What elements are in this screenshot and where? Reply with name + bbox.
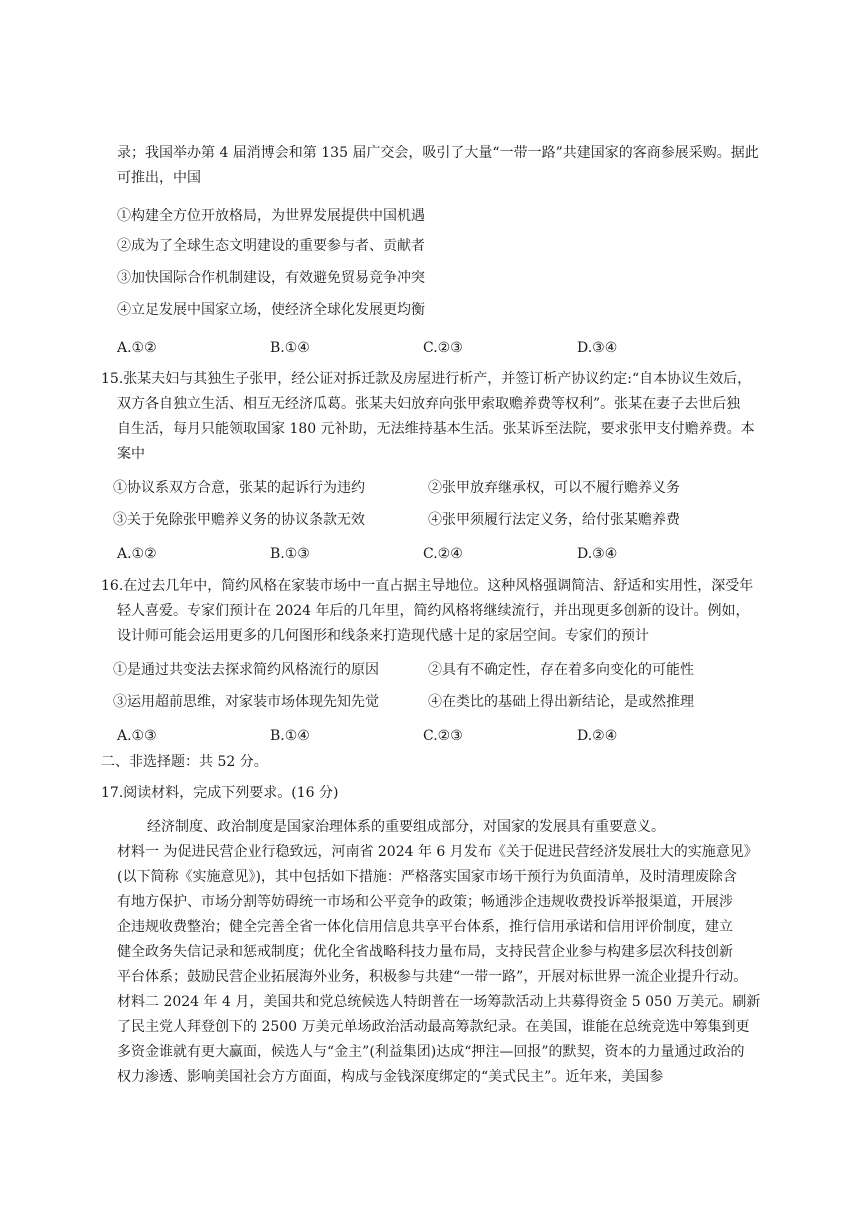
q15-stem-line: 案中 — [117, 446, 145, 462]
q16-item-2: ②具有不确定性，存在着多向变化的可能性 — [428, 662, 694, 678]
q16-item-4: ④在类比的基础上得出新结论，是或然推理 — [428, 694, 694, 710]
q15-item-1: ①协议系双方合意，张某的起诉行为违约 — [113, 480, 365, 496]
q14-item-2: ②成为了全球生态文明建设的重要参与者、贡献者 — [117, 238, 425, 254]
q15-stem-line: 自生活，每月只能领取国家 180 元补助，无法维持基本生活。张某诉至法院，要求张甲支付赡养费。本 — [117, 421, 755, 437]
q15-choice-c[interactable]: C.②④ — [423, 546, 463, 562]
q17-material2-line: 材料二 2024 年 4 月，美国共和党总统候选人特朗普在一场筹款活动上共募得资金 5 050 万美元。刷新 — [117, 994, 761, 1010]
q14-choice-b[interactable]: B.①④ — [270, 340, 310, 356]
q17-material1-line: 材料一 为促进民营企业行稳致远，河南省 2024 年 6 月发布《关于促进民营经济发展壮大的实施意见》 — [117, 844, 758, 860]
q15-stem-line: 15.张某夫妇与其独生子张甲，经公证对拆迁款及房屋进行析产，并签订析产协议约定:“自本协议生效后， — [101, 371, 752, 387]
section-heading: 二、非选择题：共 52 分。 — [101, 754, 268, 770]
q14-choice-c[interactable]: C.②③ — [423, 340, 463, 356]
q17-material2-line: 多资金谁就有更大赢面，候选人与“金主”(利益集团)达成“押注—回报”的默契，资本的力量通过政治的 — [117, 1044, 745, 1060]
q15-stem-line: 双方各自独立生活、相互无经济瓜葛。张某夫妇放弃向张甲索取赡养费等权利”。张某在妻子去世后独 — [117, 396, 741, 412]
q14-item-4: ④立足发展中国家立场，使经济全球化发展更均衡 — [117, 302, 425, 318]
q17-material1-line: 有地方保护、市场分割等妨碍统一市场和公平竞争的政策；畅通涉企违规收费投诉举报渠道，开展涉 — [117, 894, 733, 910]
q17-title: 17.阅读材料，完成下列要求。(16 分) — [101, 785, 339, 801]
q15-item-2: ②张甲放弃继承权，可以不履行赡养义务 — [428, 480, 680, 496]
q16-choice-c[interactable]: C.②③ — [423, 728, 463, 744]
q15-choice-b[interactable]: B.①③ — [270, 546, 310, 562]
q16-stem-line: 16.在过去几年中，简约风格在家装市场中一直占据主导地位。这种风格强调简洁、舒适和实用性，深受年 — [101, 578, 754, 594]
q17-intro: 经济制度、政治制度是国家治理体系的重要组成部分，对国家的发展具有重要意义。 — [147, 819, 665, 835]
q17-material2-line: 了民主党人拜登创下的 2500 万美元单场政治活动最高筹款纪录。在美国，谁能在总统竞选中筹集到更 — [117, 1019, 750, 1035]
q16-choice-d[interactable]: D.②④ — [577, 728, 618, 744]
q15-item-4: ④张甲须履行法定义务，给付张某赡养费 — [428, 512, 680, 528]
q16-stem-line: 设计师可能会运用更多的几何图形和线条来打造现代感十足的家居空间。专家们的预计 — [117, 628, 649, 644]
q14-stem-line: 录；我国举办第 4 届消博会和第 135 届广交会，吸引了大量“一带一路”共建国家的客商参展采购。据此 — [117, 145, 759, 161]
q16-stem-line: 轻人喜爱。专家们预计在 2024 年后的几年里，简约风格将继续流行，并出现更多创新的设计。例如， — [117, 603, 750, 619]
q14-choice-a[interactable]: A.①② — [117, 340, 157, 356]
q15-choice-d[interactable]: D.③④ — [577, 546, 618, 562]
q16-choice-b[interactable]: B.①④ — [270, 728, 310, 744]
q15-item-3: ③关于免除张甲赡养义务的协议条款无效 — [113, 512, 365, 528]
q17-material1-line: 健全政务失信记录和惩戒制度；优化全省战略科技力量布局，支持民营企业参与构建多层次科技创新 — [117, 944, 733, 960]
q17-material1-line: (以下简称《实施意见》)，其中包括如下措施：严格落实国家市场干预行为负面清单，及时清理废除含 — [117, 869, 737, 885]
q16-item-3: ③运用超前思维，对家装市场体现先知先觉 — [113, 694, 379, 710]
q14-stem-line: 可推出，中国 — [117, 170, 201, 186]
q15-choice-a[interactable]: A.①② — [117, 546, 157, 562]
q17-material1-line: 企违规收费整治；健全完善全省一体化信用信息共享平台体系，推行信用承诺和信用评价制度，建立 — [117, 919, 733, 935]
q16-choice-a[interactable]: A.①③ — [117, 728, 157, 744]
q17-material1-line: 平台体系；鼓励民营企业拓展海外业务，积极参与共建“一带一路”，开展对标世界一流企业提升行动。 — [117, 969, 748, 985]
q14-item-3: ③加快国际合作机制建设，有效避免贸易竞争冲突 — [117, 270, 425, 286]
q17-material2-line: 权力渗透、影响美国社会方方面面，构成与金钱深度绑定的“美式民主”。近年来，美国参 — [117, 1069, 664, 1085]
q16-item-1: ①是通过共变法去探求简约风格流行的原因 — [113, 662, 379, 678]
q14-choice-d[interactable]: D.③④ — [577, 340, 618, 356]
q14-item-1: ①构建全方位开放格局，为世界发展提供中国机遇 — [117, 208, 425, 224]
